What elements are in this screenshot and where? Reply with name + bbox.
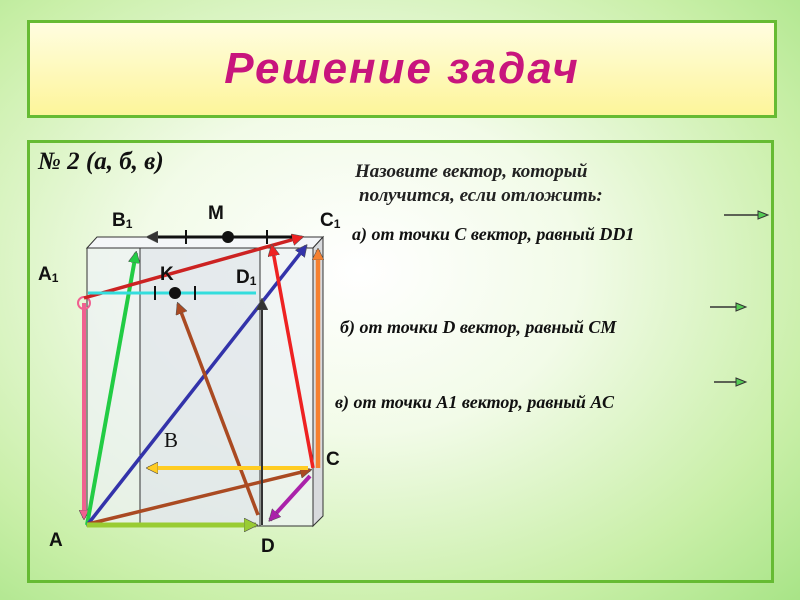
problem-number: № 2 (а, б, в) xyxy=(38,148,164,175)
task-a: а) от точки С вектор, равный DD1 xyxy=(352,224,635,244)
page-title: Решение задач xyxy=(224,44,580,93)
label-c1: C1 xyxy=(320,210,341,231)
label-d1: D1 xyxy=(236,267,257,288)
point-m xyxy=(222,231,234,243)
prompt-line-1: Назовите вектор, который xyxy=(355,161,588,182)
prompt-line-2: получится, если отложить: xyxy=(359,185,603,206)
label-d: D xyxy=(261,536,275,557)
label-b: B xyxy=(164,428,179,452)
label-c: C xyxy=(326,449,340,470)
label-a: A xyxy=(49,530,63,551)
label-a1: A1 xyxy=(38,264,59,285)
label-m: M xyxy=(208,203,224,224)
point-k xyxy=(169,287,181,299)
task-b: б) от точки D вектор, равный СМ xyxy=(340,317,617,337)
task-c: в) от точки А1 вектор, равный АС xyxy=(335,392,614,412)
label-b1: B1 xyxy=(112,210,133,231)
label-k: K xyxy=(160,264,174,285)
